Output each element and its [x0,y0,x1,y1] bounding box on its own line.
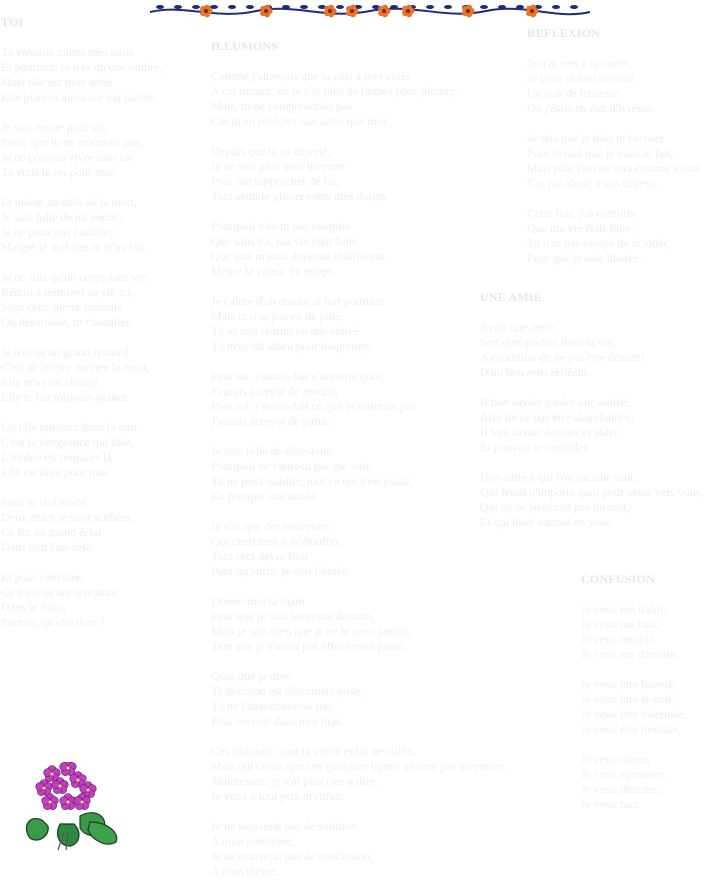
poem-line: Comme j'aimerais que tu sois à mes côtés [211,69,411,83]
poem-line: Réduit à terminer sa vie ici, [1,285,134,299]
poem-line: Je suis folle de toi encor', [1,210,123,224]
poem-line: A cet instant, où je n'ai plus de larmes pour pleurer, [211,84,458,98]
poem-line: Je veux être le mal, [581,692,674,706]
stanza [211,294,507,354]
poem-line: Mais plus rien ne sera comme avant [527,161,700,175]
poem-line: Je veux être bestiale, [581,722,681,736]
violet-bouquet-illustration [20,762,124,852]
poem-line: Avoir une amie, [480,320,557,334]
poem-line: Un râle puissant dans la nuit [1,420,138,434]
banner-flower [324,5,337,18]
vine-leaf [480,5,488,9]
poem-line: Je veux me trahir, [581,602,667,616]
poem-line: Tu étais le roi pour moi. [1,165,117,179]
poem-line: Dans le futur, [1,600,67,614]
vine-leaf [174,5,182,9]
stanza [1,570,162,630]
poem-line: Je veux être bannie, [581,677,677,691]
stanza [211,819,507,879]
poem-line: Je ne suis qu'un corps sans vie [1,270,147,284]
stanza [480,320,703,380]
poem-line: Je ne trouverai pas de conclusion, [211,849,373,863]
poem-line: L'ombre est toujours là [1,450,112,464]
poem-line: Que sans toi, ma vie était finie, [211,234,361,248]
stanza [581,752,687,812]
vine-leaf [300,5,308,9]
poem-line: Et même au-delà de la mort, [1,195,137,209]
poem-line: Je suis morte pour toi, [1,120,108,134]
poem-line: Tout ceci devra finir [211,549,309,563]
poem-line: A mon problème, [211,834,295,848]
stanza [211,594,507,654]
poem-line: C'est la vengeance qui finit, [1,435,135,449]
vine-leaf [336,5,344,9]
poem-line: Mais qui croirs que ces quelques lignes ne sont pas inventées, [211,759,508,773]
poem-line: Je vous ai tout dévoilé [527,71,635,85]
poem-line: Elle te fait toujours planer. [1,390,129,404]
poem-line: J'aurais accepté de mourir, [211,384,338,398]
stanza [211,669,507,729]
vine-leaf [228,5,236,9]
poem-line: Malgré le mal que tu m'as fait. [1,240,148,254]
poem-line: Mais elle est mon amie [1,75,113,89]
poem-title: CONFUSION [581,572,655,586]
poem-line: Je veux aimer, [581,752,651,766]
poem-line: Pourvu, qu'elle dure ! [1,615,105,629]
poem-line: Pour toi, j'aurais fait ce que je n'aimais pas [211,399,416,413]
poem-line: Cette fois, j'ai compris [527,206,636,220]
vine-leaf [246,5,254,9]
poem-line: Pour que je sois liberée. [527,251,642,265]
poem-line: Dans tout l'au-delà. [1,540,95,554]
stanza [527,131,700,191]
poem-line: En presque une année. [211,489,319,503]
poem-toi [1,15,162,645]
poem-line: Je t'aime d'un amour si fort pourtant [211,294,384,308]
violet-flower [42,794,59,810]
stanza [1,495,162,555]
poem-line: Tu ne peux oublier, tout ce qui s'est passé, [211,474,413,488]
poem-line: Pour qu'enfin, je sois liberée. [211,564,351,578]
poem-line: Pour me rapprocher de toi, [211,174,340,188]
stanza [211,744,507,804]
stanza [211,219,507,279]
vine-leaf [282,5,290,9]
stanza [480,395,703,455]
vine-leaf [156,5,164,9]
poem-line: Car j'ai abusé à vos dépens. [527,176,660,190]
poem-line: Je veux détester, [581,782,661,796]
poem-line: Elle planera aussi sur ma tombe. [1,90,157,104]
poem-line: D'un bon sens réfléchi. [480,365,591,379]
floral-vine-banner [146,0,594,22]
poem-line: Pourquoi ne viens-tu pas me voir, [211,459,373,473]
stanza [1,120,162,180]
poem-line: Tu ne l'abandonneras pas [211,699,332,713]
poem-line: Je veux mourir, [581,632,656,646]
stanza [527,56,700,116]
poem-line: Sous cette pierre tombale [1,300,123,314]
vine-leaf [516,5,524,9]
poem-line: Ta décision est désormais prise, [211,684,364,698]
poem-line: Que ma vie était finie, [527,221,634,235]
poem-line: Tant que je n'aurai pas effacé mon passé. [211,639,407,653]
poem-line: Je ne pouvais vivre sans toi [1,150,133,164]
vine-leaf [498,5,506,9]
poem-line: Qui ferait n'importe quoi pour venir vers vous, [480,485,704,499]
poem-line: Maintenant, je n'ai plus rien à dire, [211,774,378,788]
stanza [211,69,507,129]
poem-line: Car tu en préféres une autre que moi. [211,114,389,128]
poem-line: Où désormais, tu t'installes. [1,315,134,329]
poem-confusion [581,572,687,827]
stanza [1,420,162,480]
stanza [581,602,687,662]
poem-line: Afin de ne pas être abandonnée, [480,410,634,424]
poem-line: Sous le ciel étoilé [1,495,86,509]
poem-line: Je ne peux pas t'oublier, [1,225,116,239]
poem-title: UNE AMIE [480,290,542,304]
vine-leaf [390,5,398,9]
stanza [527,206,700,266]
poem-line: Pour toi, j'aurais fait n'importe quoi, [211,369,385,383]
banner-flower [462,5,475,18]
poem-line: Deux âmes se sont scellées, [1,510,134,524]
poem-line: Un soir de tristesse [527,86,619,100]
poem-line: Qui ne se laisserait pas du tout, [480,500,630,514]
banner-flower [378,5,391,18]
poem-line: Tu n'as pas essayé de m'aider, [527,236,670,250]
stanza [211,444,507,504]
poem-line: C'est de m'être donnée la mort, [1,360,150,374]
vine-leaf [210,5,218,9]
poem-line: Je n'ai que des souvenirs [211,519,330,533]
poem-line: Qui cherchent à m'étouffer, [211,534,342,548]
stanza [1,345,162,405]
poem-line: Je veux tuer. [581,797,642,811]
poem-line: Et pourtant, tu n'es qu'une ombre, [1,60,163,74]
poem-line: Je veux être infernale, [581,707,687,721]
poem-line: Que tout m'était devenue indifférent, [211,249,388,263]
poem-line: Je veux éprouver, [581,767,666,781]
poem-line: Je veux me haïr, [581,617,660,631]
stanza [1,45,162,105]
poem-line: Pourquoi n'as-tu pas compris [211,219,351,233]
poem-line: Je ne sais plus quoi inventer [211,159,346,173]
stanza [480,470,703,530]
poem-reflexion [527,26,700,281]
poem-line: Ce fut un grand éclat [1,525,102,539]
violet-flower [60,762,77,776]
poem-line: Sert quelquefois dans la vie, [480,335,616,349]
poem-title: ILLUSIONS [211,39,279,53]
poem-line: Et pouvoir se consoler. [480,440,590,454]
vine-leaf [444,5,452,9]
poem-title: TOI [1,15,24,29]
poem-line: A condition de ne pas être démuni [480,350,644,364]
poem-line: Quoi que je dise [211,669,290,683]
poem-line: Pour que je sois heureuse demain, [211,609,375,623]
poem-line: Je veux à tout prix m'enfuir. [211,789,346,803]
poem-line: Depuis que tu as déserté, [211,144,331,158]
poem-line: Ces illusions, sont la vérité enfin devoilée, [211,744,415,758]
poem-line: Parce que tu ne m'aimais pas, [1,135,143,149]
poem-line: A mon thème. [211,864,279,878]
poem-line: Je ne trouverai pas de solution [211,819,357,833]
stanza [211,519,507,579]
poem-line: Pour revenir dans mes bras. [211,714,344,728]
poem-line: Où j'étais en état d'ivresse. [527,101,655,115]
stanza [581,677,687,737]
poem-line: Même la valeur du temps. [211,264,336,278]
poem-line: Elle m'a rien changé [1,375,99,389]
vine-leaf [552,5,560,9]
poem-une-amie [480,290,703,545]
poem-line: Pour le mal que je vous ai fait, [527,146,674,160]
poem-line: Je n'ai rien à raconter, [527,56,632,70]
poem-line: Mais je sais bien que je ne le serai jamais, [211,624,413,638]
poem-line: Je veux me détruire, [581,647,679,661]
poem-line: Ce n'est qu'une aventure [1,585,118,599]
poem-line: Mais, tu ne comprendrais pas [211,99,352,113]
poem-line: Je n'ai qu'un grand remord [1,345,128,359]
poem-line: Et pour conclure, [1,570,84,584]
poem-line: Il faut savoir écouter et aider, [480,425,621,439]
poem-line: Tu envahis toutes mes nuits [1,45,134,59]
poem-line: Une amie à qui l'on raconte tout, [480,470,637,484]
poem-line: Elle est faite pour moi. [1,465,111,479]
poem-line: Tu as tout détruit en une soirée [211,324,360,338]
poem-title: REFLEXION [527,26,601,40]
stanza [211,144,507,204]
poem-line: J'aurais accepté de partir. [211,414,332,428]
poem-line: Mais tu n'as pas eu de pitié, [211,309,344,323]
poem-illusions [211,39,507,894]
poem-line: Il faut savoir garder une amitié, [480,395,632,409]
stanza [211,369,507,429]
poem-line: Et qui lirait surtout en vous. [480,515,614,529]
poem-line: Je suis folle de désespoir, [211,444,333,458]
stanza [1,195,162,255]
poem-line: Donne-moi la main [211,594,305,608]
vine-leaf [426,5,434,9]
vine-leaf [192,5,200,9]
stanza [1,270,162,330]
poem-line: Tu m'as dit adieu pour longtemps. [211,339,375,353]
vine-leaf [570,5,578,9]
poem-line: Tout semble glisser entre mes doigts. [211,189,389,203]
poem-line: Je sais que je dois m'excuser [527,131,665,145]
